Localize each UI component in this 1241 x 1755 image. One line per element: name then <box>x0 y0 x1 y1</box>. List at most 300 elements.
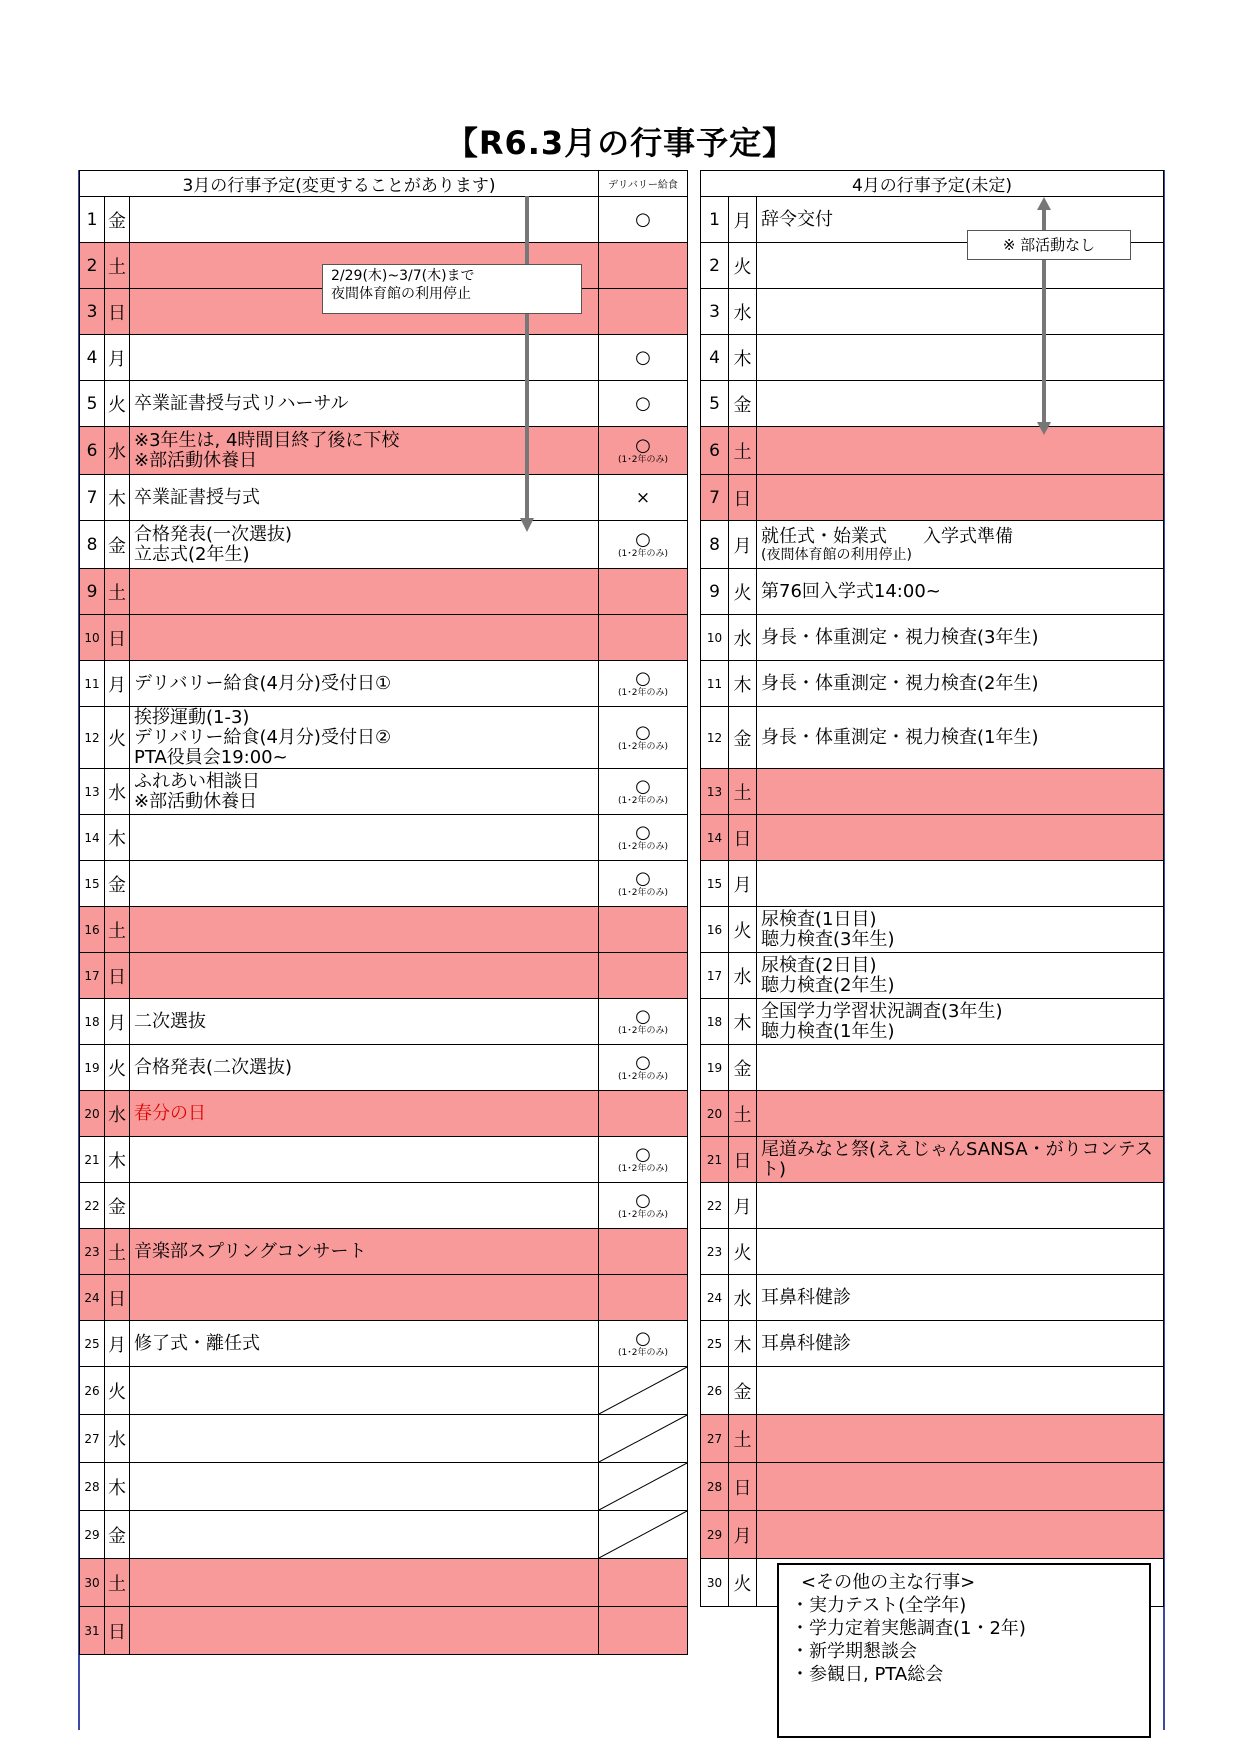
day-of-week: 土 <box>729 769 757 815</box>
day-of-week: 日 <box>729 815 757 861</box>
delivery-cell <box>599 999 688 1045</box>
day-of-week: 月 <box>105 999 130 1045</box>
march-day-row <box>80 707 688 769</box>
april-no-club-callout: ※ 部活動なし <box>967 230 1131 260</box>
delivery-yes-mark: ○ <box>635 1143 651 1165</box>
event-text <box>130 615 599 661</box>
delivery-grades-note: (1･2年のみ) <box>618 1025 669 1036</box>
day-number: 11 <box>701 661 729 707</box>
april-day-row <box>701 289 1164 335</box>
march-day-row <box>80 999 688 1045</box>
event-text <box>757 861 1164 907</box>
day-number: 3 <box>701 289 729 335</box>
day-of-week: 水 <box>729 1275 757 1321</box>
day-of-week: 火 <box>105 707 130 769</box>
day-number: 4 <box>701 335 729 381</box>
event-text: 辞令交付 <box>757 197 1164 243</box>
event-text: 尾道みなと祭(ええじゃんSANSA・がりコンテスト) <box>757 1137 1164 1183</box>
day-of-week: 土 <box>105 1559 130 1607</box>
day-of-week: 木 <box>729 661 757 707</box>
delivery-cell <box>599 243 688 289</box>
march-day-row <box>80 427 688 475</box>
april-day-row <box>701 907 1164 953</box>
day-of-week: 水 <box>729 953 757 999</box>
event-text: 尿検査(2日目) 聴力検査(2年生) <box>757 953 1164 999</box>
day-of-week: 土 <box>105 1229 130 1275</box>
march-day-row <box>80 953 688 999</box>
event-text <box>757 1045 1164 1091</box>
day-of-week: 日 <box>105 289 130 335</box>
day-number: 25 <box>80 1321 105 1367</box>
event-text <box>130 1137 599 1183</box>
delivery-cell <box>599 1415 688 1463</box>
delivery-cell <box>599 1463 688 1511</box>
event-text: 春分の日 <box>130 1091 599 1137</box>
march-day-row <box>80 907 688 953</box>
event-text: 挨拶運動(1-3) デリバリー給食(4月分)受付日② PTA役員会19:00~ <box>130 707 599 769</box>
day-of-week: 金 <box>729 707 757 769</box>
day-of-week: 月 <box>105 335 130 381</box>
delivery-grades-note: (1･2年のみ) <box>618 687 669 698</box>
event-text <box>757 1511 1164 1559</box>
delivery-cell <box>599 569 688 615</box>
april-day-row <box>701 1415 1164 1463</box>
day-number: 10 <box>80 615 105 661</box>
april-day-row <box>701 1463 1164 1511</box>
day-number: 29 <box>80 1511 105 1559</box>
day-number: 3 <box>80 289 105 335</box>
day-of-week: 月 <box>729 1183 757 1229</box>
day-of-week: 日 <box>729 475 757 521</box>
event-text <box>757 335 1164 381</box>
day-of-week: 金 <box>105 1183 130 1229</box>
delivery-yes-mark: ○ <box>635 1189 651 1211</box>
delivery-cell <box>599 197 688 243</box>
day-number: 15 <box>701 861 729 907</box>
day-of-week: 金 <box>729 1045 757 1091</box>
day-number: 28 <box>701 1463 729 1511</box>
day-number: 21 <box>701 1137 729 1183</box>
april-day-row <box>701 815 1164 861</box>
delivery-cell <box>599 381 688 427</box>
day-of-week: 金 <box>105 197 130 243</box>
april-day-row <box>701 999 1164 1045</box>
day-of-week: 日 <box>105 953 130 999</box>
day-of-week: 水 <box>105 1415 130 1463</box>
delivery-grades-note: (1･2年のみ) <box>618 1071 669 1082</box>
delivery-yes-mark: ○ <box>635 346 651 368</box>
april-day-row <box>701 1367 1164 1415</box>
event-text <box>130 907 599 953</box>
delivery-cell <box>599 707 688 769</box>
delivery-cell <box>599 815 688 861</box>
day-of-week: 月 <box>729 861 757 907</box>
march-day-row <box>80 1275 688 1321</box>
event-text: 合格発表(二次選抜) <box>130 1045 599 1091</box>
day-number: 21 <box>80 1137 105 1183</box>
day-of-week: 土 <box>729 1091 757 1137</box>
march-gym-closure-callout: 2/29(木)~3/7(木)まで 夜間体育館の利用停止 <box>322 264 582 314</box>
day-number: 7 <box>80 475 105 521</box>
march-header: 3月の行事予定(変更することがあります) <box>80 171 599 197</box>
delivery-cell <box>599 521 688 569</box>
day-of-week: 金 <box>729 1367 757 1415</box>
event-text <box>757 427 1164 475</box>
delivery-cell <box>599 1229 688 1275</box>
event-text <box>757 1091 1164 1137</box>
delivery-no-mark: × <box>635 487 651 508</box>
day-number: 31 <box>80 1607 105 1655</box>
april-day-row <box>701 569 1164 615</box>
day-number: 13 <box>701 769 729 815</box>
event-text: ※3年生は, 4時間目終了後に下校 ※部活動休養日 <box>130 427 599 475</box>
day-number: 17 <box>701 953 729 999</box>
day-of-week: 金 <box>105 861 130 907</box>
other-events-box <box>777 1563 1151 1738</box>
day-number: 14 <box>701 815 729 861</box>
delivery-yes-mark: ○ <box>635 775 651 797</box>
april-day-row <box>701 615 1164 661</box>
march-day-row <box>80 1183 688 1229</box>
delivery-cell <box>599 861 688 907</box>
delivery-cell <box>599 1367 688 1415</box>
delivery-cell <box>599 661 688 707</box>
no-service-slash <box>599 1415 687 1462</box>
day-number: 27 <box>80 1415 105 1463</box>
delivery-cell <box>599 1183 688 1229</box>
day-number: 5 <box>80 381 105 427</box>
day-number: 6 <box>80 427 105 475</box>
event-text <box>757 1415 1164 1463</box>
delivery-cell <box>599 1091 688 1137</box>
march-day-row <box>80 569 688 615</box>
delivery-yes-mark: ○ <box>635 392 651 414</box>
april-day-row <box>701 1229 1164 1275</box>
delivery-grades-note: (1･2年のみ) <box>618 548 669 559</box>
event-text: 卒業証書授与式 <box>130 475 599 521</box>
delivery-cell <box>599 615 688 661</box>
day-number: 26 <box>701 1367 729 1415</box>
delivery-yes-mark: ○ <box>635 528 651 550</box>
march-schedule-table <box>79 170 688 1655</box>
day-number: 10 <box>701 615 729 661</box>
day-of-week: 水 <box>105 769 130 815</box>
event-text <box>130 953 599 999</box>
delivery-yes-mark: ○ <box>635 721 651 743</box>
event-text <box>757 1367 1164 1415</box>
event-text: 第76回入学式14:00~ <box>757 569 1164 615</box>
other-events-item: ・参観日, PTA総会 <box>791 1664 944 1685</box>
event-text: 全国学力学習状況調査(3年生) 聴力検査(1年生) <box>757 999 1164 1045</box>
event-text: 身長・体重測定・視力検査(3年生) <box>757 615 1164 661</box>
day-of-week: 日 <box>105 615 130 661</box>
day-number: 16 <box>80 907 105 953</box>
event-text <box>130 1415 599 1463</box>
day-number: 18 <box>701 999 729 1045</box>
day-of-week: 火 <box>729 907 757 953</box>
day-of-week: 月 <box>729 521 757 569</box>
delivery-yes-mark: ○ <box>635 667 651 689</box>
april-day-row <box>701 1321 1164 1367</box>
other-events-item: ・学力定着実態調査(1・2年) <box>791 1618 1026 1639</box>
day-of-week: 火 <box>729 243 757 289</box>
day-number: 24 <box>80 1275 105 1321</box>
delivery-grades-note: (1･2年のみ) <box>618 795 669 806</box>
march-day-row <box>80 1511 688 1559</box>
day-number: 15 <box>80 861 105 907</box>
delivery-cell <box>599 1321 688 1367</box>
delivery-grades-note: (1･2年のみ) <box>618 1347 669 1358</box>
march-day-row <box>80 615 688 661</box>
day-of-week: 土 <box>105 243 130 289</box>
delivery-grades-note: (1･2年のみ) <box>618 1209 669 1220</box>
other-events-item: ・実力テスト(全学年) <box>791 1595 967 1616</box>
day-of-week: 金 <box>105 521 130 569</box>
march-day-row <box>80 769 688 815</box>
event-text <box>757 769 1164 815</box>
march-day-row <box>80 335 688 381</box>
delivery-cell <box>599 427 688 475</box>
delivery-cell <box>599 475 688 521</box>
april-day-row <box>701 1045 1164 1091</box>
april-day-row <box>701 1091 1164 1137</box>
day-number: 12 <box>701 707 729 769</box>
april-day-row <box>701 521 1164 569</box>
delivery-yes-mark: ○ <box>635 434 651 456</box>
delivery-grades-note: (1･2年のみ) <box>618 887 669 898</box>
event-text: 耳鼻科健診 <box>757 1275 1164 1321</box>
march-day-row <box>80 1367 688 1415</box>
other-events-title: <その他の主な行事> <box>801 1572 976 1593</box>
day-number: 1 <box>701 197 729 243</box>
day-of-week: 水 <box>105 427 130 475</box>
day-number: 9 <box>80 569 105 615</box>
day-number: 13 <box>80 769 105 815</box>
march-day-row <box>80 1415 688 1463</box>
day-number: 26 <box>80 1367 105 1415</box>
day-number: 5 <box>701 381 729 427</box>
event-text <box>130 1183 599 1229</box>
day-of-week: 金 <box>729 381 757 427</box>
delivery-cell <box>599 953 688 999</box>
march-period-arrow <box>517 196 537 536</box>
delivery-cell <box>599 769 688 815</box>
march-day-row <box>80 1229 688 1275</box>
delivery-cell <box>599 289 688 335</box>
delivery-yes-mark: ○ <box>635 1005 651 1027</box>
april-day-row <box>701 861 1164 907</box>
april-day-row <box>701 661 1164 707</box>
day-number: 25 <box>701 1321 729 1367</box>
day-of-week: 火 <box>729 569 757 615</box>
delivery-grades-note: (1･2年のみ) <box>618 741 669 752</box>
march-day-row <box>80 197 688 243</box>
march-day-row <box>80 521 688 569</box>
march-day-row <box>80 1559 688 1607</box>
day-number: 6 <box>701 427 729 475</box>
event-text: 身長・体重測定・視力検査(1年生) <box>757 707 1164 769</box>
march-day-row <box>80 475 688 521</box>
day-number: 8 <box>80 521 105 569</box>
day-number: 22 <box>701 1183 729 1229</box>
day-number: 24 <box>701 1275 729 1321</box>
day-number: 16 <box>701 907 729 953</box>
day-number: 28 <box>80 1463 105 1511</box>
march-day-row <box>80 1137 688 1183</box>
event-text <box>130 1463 599 1511</box>
event-text <box>130 1367 599 1415</box>
delivery-yes-mark: ○ <box>635 1051 651 1073</box>
day-number: 17 <box>80 953 105 999</box>
day-of-week: 木 <box>105 1463 130 1511</box>
april-day-row <box>701 427 1164 475</box>
day-number: 20 <box>80 1091 105 1137</box>
day-of-week: 水 <box>729 289 757 335</box>
event-text: 二次選抜 <box>130 999 599 1045</box>
april-day-row <box>701 1183 1164 1229</box>
day-of-week: 火 <box>105 1045 130 1091</box>
april-header-row <box>701 171 1164 197</box>
day-of-week: 日 <box>729 1463 757 1511</box>
delivery-cell <box>599 1607 688 1655</box>
april-schedule-table <box>700 170 1164 1607</box>
day-number: 19 <box>701 1045 729 1091</box>
march-day-row <box>80 381 688 427</box>
delivery-cell <box>599 1045 688 1091</box>
event-text <box>757 1229 1164 1275</box>
day-of-week: 木 <box>105 815 130 861</box>
event-text <box>757 1463 1164 1511</box>
no-service-slash <box>599 1367 687 1414</box>
day-number: 30 <box>80 1559 105 1607</box>
delivery-cell <box>599 1275 688 1321</box>
april-day-row <box>701 335 1164 381</box>
event-text <box>757 475 1164 521</box>
day-of-week: 木 <box>729 999 757 1045</box>
event-text: 尿検査(1日目) 聴力検査(3年生) <box>757 907 1164 953</box>
event-text <box>130 569 599 615</box>
delivery-yes-mark: ○ <box>635 821 651 843</box>
no-service-slash <box>599 1511 687 1558</box>
day-number: 23 <box>80 1229 105 1275</box>
day-of-week: 月 <box>105 1321 130 1367</box>
march-day-row <box>80 1321 688 1367</box>
march-day-row <box>80 1045 688 1091</box>
no-service-slash <box>599 1463 687 1510</box>
event-text: ふれあい相談日 ※部活動休養日 <box>130 769 599 815</box>
day-number: 27 <box>701 1415 729 1463</box>
event-text <box>757 289 1164 335</box>
march-day-row <box>80 815 688 861</box>
day-of-week: 日 <box>729 1137 757 1183</box>
day-of-week: 月 <box>729 197 757 243</box>
event-text: 身長・体重測定・視力検査(2年生) <box>757 661 1164 707</box>
day-number: 7 <box>701 475 729 521</box>
event-text: デリバリー給食(4月分)受付日① <box>130 661 599 707</box>
day-number: 22 <box>80 1183 105 1229</box>
march-day-row <box>80 661 688 707</box>
day-of-week: 土 <box>729 427 757 475</box>
event-text <box>757 815 1164 861</box>
delivery-cell <box>599 1137 688 1183</box>
march-day-row <box>80 1463 688 1511</box>
event-text <box>130 1559 599 1607</box>
day-number: 19 <box>80 1045 105 1091</box>
april-day-row <box>701 1275 1164 1321</box>
day-of-week: 木 <box>729 335 757 381</box>
day-number: 20 <box>701 1091 729 1137</box>
day-of-week: 土 <box>105 907 130 953</box>
day-number: 1 <box>80 197 105 243</box>
event-text: 合格発表(一次選抜) 立志式(2年生) <box>130 521 599 569</box>
delivery-grades-note: (1･2年のみ) <box>618 1163 669 1174</box>
day-of-week: 日 <box>105 1607 130 1655</box>
day-number: 4 <box>80 335 105 381</box>
event-text <box>757 521 1164 569</box>
delivery-header: デリバリー給食 <box>599 171 688 197</box>
event-text: 音楽部スプリングコンサート <box>130 1229 599 1275</box>
april-day-row <box>701 381 1164 427</box>
event-text: 卒業証書授与式リハーサル <box>130 381 599 427</box>
day-of-week: 火 <box>105 1367 130 1415</box>
day-number: 2 <box>80 243 105 289</box>
page-title: 【R6.3月の行事予定】 <box>445 124 796 162</box>
day-of-week: 火 <box>729 1559 757 1607</box>
day-of-week: 土 <box>105 569 130 615</box>
april-day-row <box>701 475 1164 521</box>
march-day-row <box>80 861 688 907</box>
event-text: 修了式・離任式 <box>130 1321 599 1367</box>
event-note-text: (夜間体育館の利用停止) <box>761 546 912 563</box>
march-header-row <box>80 171 688 197</box>
day-of-week: 金 <box>105 1511 130 1559</box>
day-of-week: 日 <box>105 1275 130 1321</box>
day-number: 11 <box>80 661 105 707</box>
day-of-week: 火 <box>105 381 130 427</box>
day-of-week: 木 <box>105 1137 130 1183</box>
delivery-grades-note: (1･2年のみ) <box>618 454 669 465</box>
day-number: 9 <box>701 569 729 615</box>
day-number: 8 <box>701 521 729 569</box>
day-of-week: 火 <box>729 1229 757 1275</box>
delivery-grades-note: (1･2年のみ) <box>618 841 669 852</box>
april-day-row <box>701 1511 1164 1559</box>
march-day-row <box>80 1091 688 1137</box>
day-of-week: 水 <box>105 1091 130 1137</box>
day-number: 2 <box>701 243 729 289</box>
april-day-row <box>701 953 1164 999</box>
day-number: 29 <box>701 1511 729 1559</box>
event-text <box>757 1183 1164 1229</box>
day-number: 18 <box>80 999 105 1045</box>
day-number: 30 <box>701 1559 729 1607</box>
april-day-row <box>701 707 1164 769</box>
delivery-yes-mark: ○ <box>635 208 651 230</box>
delivery-cell <box>599 1559 688 1607</box>
event-text <box>757 381 1164 427</box>
april-day-row <box>701 769 1164 815</box>
event-text: 耳鼻科健診 <box>757 1321 1164 1367</box>
april-day-row <box>701 1137 1164 1183</box>
day-of-week: 土 <box>729 1415 757 1463</box>
april-header: 4月の行事予定(未定) <box>701 171 1164 197</box>
day-of-week: 水 <box>729 615 757 661</box>
event-main-text: 就任式・始業式 入学式準備 <box>761 525 1013 547</box>
delivery-cell <box>599 907 688 953</box>
day-of-week: 月 <box>729 1511 757 1559</box>
day-of-week: 木 <box>729 1321 757 1367</box>
event-text <box>130 1511 599 1559</box>
